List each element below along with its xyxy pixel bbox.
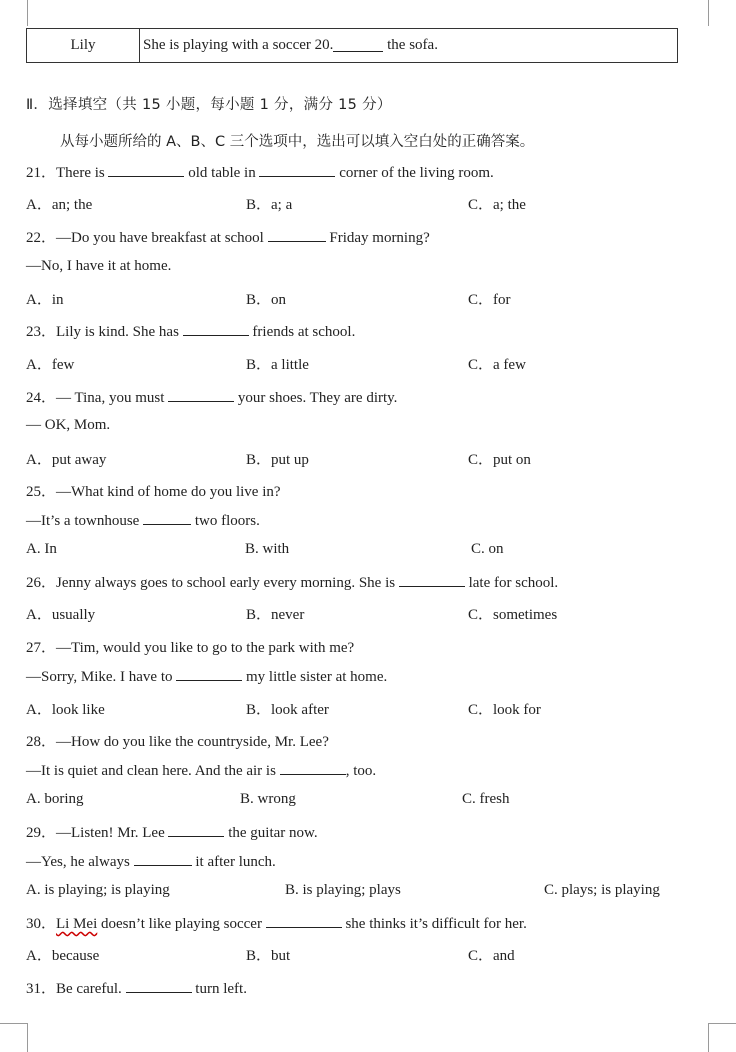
question-text: she thinks it’s difficult for her. — [345, 916, 527, 932]
answer-blank — [108, 164, 184, 177]
question-text: —It’s a townhouse — [26, 513, 140, 529]
option-c: C．and — [468, 948, 515, 964]
sentence-text: the sofa. — [387, 37, 438, 53]
question-text: 21．There is — [26, 165, 105, 181]
table-row — [26, 28, 678, 63]
answer-blank — [126, 980, 192, 993]
section-instruction: 从每小题所给的 A、B、C 三个选项中，选出可以填入空白处的正确答案。 — [60, 134, 535, 150]
question-text: 22．—Do you have breakfast at school — [26, 230, 264, 246]
option-b: B. is playing; plays — [285, 882, 401, 898]
question-text: turn left. — [195, 981, 247, 997]
question-reply — [26, 668, 387, 686]
answer-blank — [280, 762, 346, 775]
answer-blank — [168, 824, 224, 837]
question-text: my little sister at home. — [246, 669, 388, 685]
question-text: 23．Lily is kind. She has — [26, 324, 179, 340]
option-a: A．in — [26, 292, 64, 308]
option-c: C．a; the — [468, 197, 526, 213]
page-corner-mark — [708, 0, 736, 26]
question-reply: — OK, Mom. — [26, 417, 111, 433]
question-text: doesn’t like playing soccer — [97, 916, 262, 932]
option-b: B. with — [245, 541, 290, 557]
option-b: B．never — [246, 607, 305, 623]
answer-blank — [168, 389, 234, 402]
question-text: —It is quiet and clean here. And the air is — [26, 763, 276, 779]
option-a: A. boring — [26, 791, 84, 807]
option-b: B. wrong — [240, 791, 296, 807]
option-a: A．because — [26, 948, 100, 964]
section-title: Ⅱ．选择填空（共 15 小题，每小题 1 分，满分 15 分） — [26, 97, 392, 113]
question-22 — [26, 226, 430, 247]
question-text: , too. — [345, 763, 377, 779]
option-c: C. fresh — [462, 791, 510, 807]
page-corner-mark — [0, 0, 28, 26]
answer-blank — [143, 512, 191, 525]
question-text: 29．—Listen! Mr. Lee — [26, 825, 165, 841]
question-text: your shoes. They are dirty. — [237, 390, 398, 406]
table-cell-sentence — [140, 29, 677, 62]
question-27: 27．—Tim, would you like to go to the park with me? — [26, 640, 355, 656]
question-text: two floors. — [194, 513, 260, 529]
question-25: 25．—What kind of home do you live in? — [26, 484, 281, 500]
question-30 — [26, 912, 527, 933]
option-a: A. In — [26, 541, 57, 557]
question-text: the guitar now. — [228, 825, 318, 841]
question-text: late for school. — [468, 575, 559, 591]
option-b: B．but — [246, 948, 291, 964]
answer-blank — [183, 323, 249, 336]
answer-blank — [333, 39, 383, 52]
question-text: friends at school. — [252, 324, 356, 340]
question-text: old table in — [188, 165, 256, 181]
option-c: C．put on — [468, 452, 531, 468]
option-a: A．few — [26, 357, 75, 373]
question-reply: —No, I have it at home. — [26, 258, 172, 274]
option-c: C．look for — [468, 702, 541, 718]
option-b: B．on — [246, 292, 287, 308]
sentence-text: She is playing with a soccer 20. — [143, 37, 334, 53]
question-text: 31．Be careful. — [26, 981, 122, 997]
question-reply — [26, 512, 260, 530]
answer-blank — [259, 164, 335, 177]
question-31 — [26, 977, 247, 998]
question-24 — [26, 386, 397, 407]
question-28: 28．—How do you like the countryside, Mr. Lee? — [26, 734, 329, 750]
question-text: it after lunch. — [195, 854, 276, 870]
option-c: C. on — [471, 541, 504, 557]
question-text: —Sorry, Mike. I have to — [26, 669, 173, 685]
answer-blank — [266, 915, 342, 928]
answer-blank — [176, 668, 242, 681]
option-a: A．usually — [26, 607, 96, 623]
option-c: C．for — [468, 292, 511, 308]
table-cell-name: Lily — [27, 29, 140, 62]
question-text: Friday morning? — [329, 230, 430, 246]
answer-blank — [399, 574, 465, 587]
option-a: A．look like — [26, 702, 105, 718]
answer-blank — [268, 229, 326, 242]
option-a: A．an; the — [26, 197, 93, 213]
option-b: B．put up — [246, 452, 309, 468]
option-c: C. plays; is playing — [544, 882, 660, 898]
option-b: B．look after — [246, 702, 329, 718]
option-b: B．a little — [246, 357, 309, 373]
page-corner-mark — [708, 1023, 736, 1052]
answer-blank — [134, 853, 192, 866]
question-text: 24．— Tina, you must — [26, 390, 165, 406]
option-a: A．put away — [26, 452, 107, 468]
question-26 — [26, 571, 558, 592]
option-b: B．a; a — [246, 197, 293, 213]
question-text: —Yes, he always — [26, 854, 130, 870]
spellcheck-name: Li Mei — [56, 916, 98, 932]
question-reply — [26, 762, 376, 780]
option-a: A. is playing; is playing — [26, 882, 170, 898]
question-29 — [26, 821, 318, 842]
question-text: 30． — [26, 916, 57, 932]
question-reply — [26, 853, 276, 871]
question-23 — [26, 320, 355, 341]
question-text: 26．Jenny always goes to school early every morning. She is — [26, 575, 396, 591]
option-c: C．a few — [468, 357, 526, 373]
question-text: corner of the living room. — [339, 165, 494, 181]
option-c: C．sometimes — [468, 607, 558, 623]
page-corner-mark — [0, 1023, 28, 1052]
question-21 — [26, 161, 494, 182]
